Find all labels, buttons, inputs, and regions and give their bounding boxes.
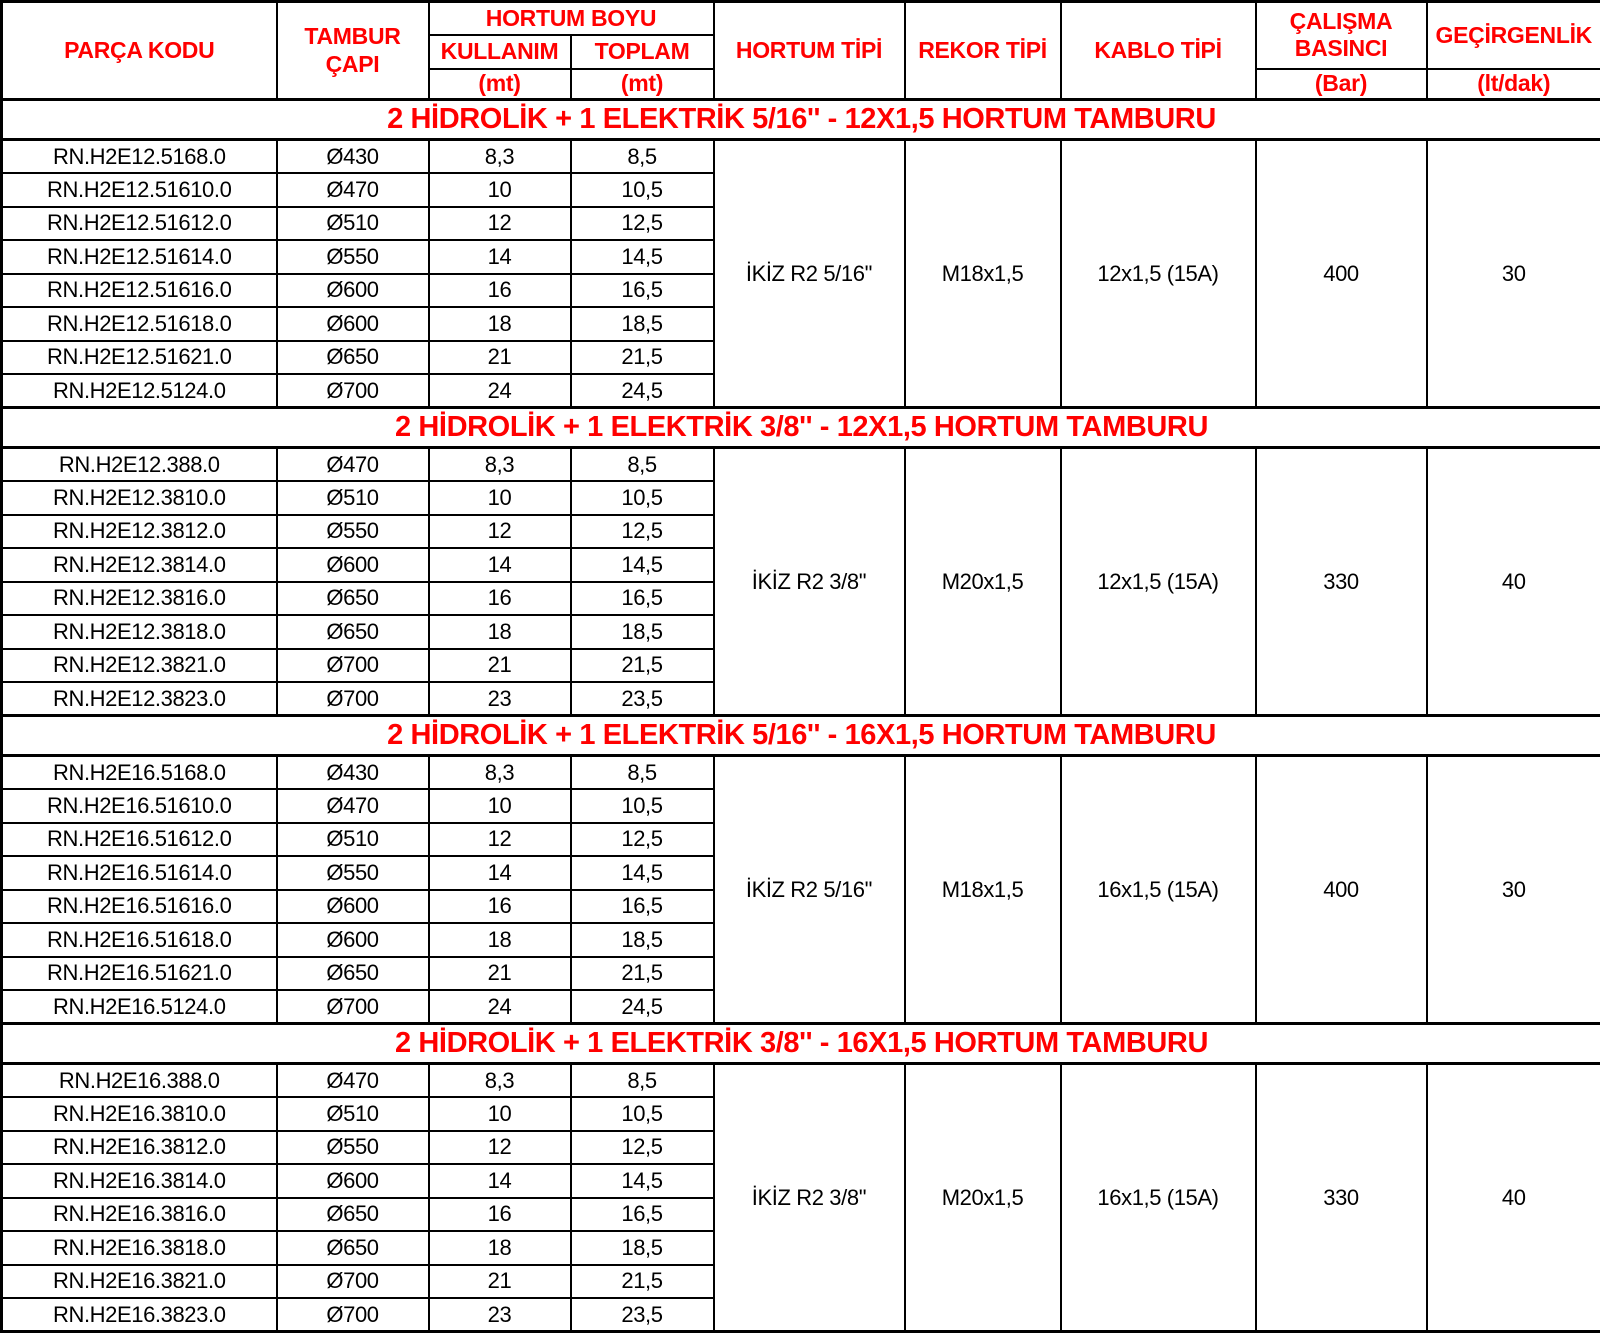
- section-title: 2 HİDROLİK + 1 ELEKTRİK 3/8'' - 16X1,5 HORTUM TAMBURU: [2, 1024, 1600, 1064]
- cell-total-length: 14,5: [571, 240, 714, 274]
- cell-part-code: RN.H2E12.5168.0: [2, 140, 277, 174]
- header-fitting-type: REKOR TİPİ: [905, 2, 1061, 100]
- cell-drum-diameter: Ø650: [277, 957, 429, 991]
- cell-part-code: RN.H2E12.3812.0: [2, 515, 277, 549]
- cell-total-length: 23,5: [571, 1298, 714, 1332]
- cell-fitting-type: M20x1,5: [905, 1064, 1061, 1332]
- header-total-unit: (mt): [571, 69, 714, 100]
- cell-fitting-type: M18x1,5: [905, 140, 1061, 408]
- cell-cable-type: 16x1,5 (15A): [1061, 1064, 1256, 1332]
- cell-total-length: 21,5: [571, 341, 714, 375]
- cell-fitting-type: M20x1,5: [905, 448, 1061, 716]
- cell-part-code: RN.H2E16.3814.0: [2, 1164, 277, 1198]
- table-header: [2, 2, 1600, 100]
- cell-permeability: 40: [1427, 448, 1600, 716]
- cell-total-length: 8,5: [571, 448, 714, 482]
- header-part-code: PARÇA KODU: [2, 2, 277, 100]
- cell-total-length: 16,5: [571, 1198, 714, 1232]
- cell-total-length: 10,5: [571, 481, 714, 515]
- cell-usage-length: 12: [429, 515, 571, 549]
- cell-total-length: 12,5: [571, 515, 714, 549]
- section-title-row: [2, 1024, 1600, 1064]
- cell-part-code: RN.H2E12.3814.0: [2, 548, 277, 582]
- cell-usage-length: 16: [429, 1198, 571, 1232]
- cell-permeability: 30: [1427, 756, 1600, 1024]
- cell-total-length: 10,5: [571, 173, 714, 207]
- cell-total-length: 16,5: [571, 890, 714, 924]
- header-hose-length-group: HORTUM BOYU: [429, 2, 714, 35]
- cell-permeability: 40: [1427, 1064, 1600, 1332]
- cell-total-length: 21,5: [571, 649, 714, 683]
- cell-part-code: RN.H2E12.51610.0: [2, 173, 277, 207]
- cell-total-length: 16,5: [571, 274, 714, 308]
- cell-usage-length: 12: [429, 1131, 571, 1165]
- cell-usage-length: 21: [429, 649, 571, 683]
- cell-usage-length: 10: [429, 1097, 571, 1131]
- cell-drum-diameter: Ø510: [277, 823, 429, 857]
- cell-hose-type: İKİZ R2 3/8'': [714, 1064, 905, 1332]
- header-permeability-unit: (lt/dak): [1427, 69, 1600, 100]
- cell-drum-diameter: Ø700: [277, 649, 429, 683]
- cell-working-pressure: 400: [1256, 140, 1427, 408]
- cell-usage-length: 24: [429, 990, 571, 1024]
- cell-total-length: 21,5: [571, 957, 714, 991]
- cell-drum-diameter: Ø600: [277, 274, 429, 308]
- cell-cable-type: 12x1,5 (15A): [1061, 448, 1256, 716]
- cell-total-length: 16,5: [571, 582, 714, 616]
- cell-drum-diameter: Ø700: [277, 682, 429, 716]
- cell-drum-diameter: Ø650: [277, 615, 429, 649]
- cell-part-code: RN.H2E16.51614.0: [2, 856, 277, 890]
- cell-usage-length: 16: [429, 582, 571, 616]
- cell-usage-length: 10: [429, 173, 571, 207]
- cell-part-code: RN.H2E16.3818.0: [2, 1231, 277, 1265]
- cell-usage-length: 8,3: [429, 140, 571, 174]
- cell-total-length: 18,5: [571, 615, 714, 649]
- cell-part-code: RN.H2E12.51616.0: [2, 274, 277, 308]
- cell-part-code: RN.H2E12.51614.0: [2, 240, 277, 274]
- cell-part-code: RN.H2E16.51618.0: [2, 923, 277, 957]
- header-usage-length: KULLANIM: [429, 35, 571, 69]
- cell-drum-diameter: Ø550: [277, 240, 429, 274]
- cell-usage-length: 21: [429, 957, 571, 991]
- cell-total-length: 23,5: [571, 682, 714, 716]
- cell-drum-diameter: Ø600: [277, 307, 429, 341]
- cell-usage-length: 12: [429, 823, 571, 857]
- cell-part-code: RN.H2E16.51610.0: [2, 789, 277, 823]
- cell-drum-diameter: Ø600: [277, 548, 429, 582]
- cell-drum-diameter: Ø600: [277, 1164, 429, 1198]
- cell-usage-length: 14: [429, 856, 571, 890]
- cell-total-length: 14,5: [571, 856, 714, 890]
- cell-part-code: RN.H2E16.5124.0: [2, 990, 277, 1024]
- header-working-pressure: ÇALIŞMA BASINCI: [1256, 2, 1427, 69]
- cell-usage-length: 23: [429, 1298, 571, 1332]
- cell-fitting-type: M18x1,5: [905, 756, 1061, 1024]
- cell-usage-length: 16: [429, 890, 571, 924]
- cell-hose-type: İKİZ R2 3/8'': [714, 448, 905, 716]
- cell-usage-length: 18: [429, 923, 571, 957]
- cell-usage-length: 12: [429, 207, 571, 241]
- header-permeability: GEÇİRGENLİK: [1427, 2, 1600, 69]
- cell-usage-length: 14: [429, 1164, 571, 1198]
- cell-usage-length: 21: [429, 1265, 571, 1299]
- cell-total-length: 24,5: [571, 990, 714, 1024]
- cell-working-pressure: 330: [1256, 1064, 1427, 1332]
- header-hose-type: HORTUM TİPİ: [714, 2, 905, 100]
- cell-permeability: 30: [1427, 140, 1600, 408]
- cell-drum-diameter: Ø650: [277, 341, 429, 375]
- cell-usage-length: 8,3: [429, 1064, 571, 1098]
- cell-part-code: RN.H2E16.3821.0: [2, 1265, 277, 1299]
- cell-drum-diameter: Ø550: [277, 1131, 429, 1165]
- cell-drum-diameter: Ø510: [277, 481, 429, 515]
- cell-part-code: RN.H2E12.3823.0: [2, 682, 277, 716]
- cell-usage-length: 10: [429, 789, 571, 823]
- cell-total-length: 12,5: [571, 1131, 714, 1165]
- cell-total-length: 18,5: [571, 307, 714, 341]
- table-row: [2, 448, 1600, 482]
- cell-cable-type: 16x1,5 (15A): [1061, 756, 1256, 1024]
- cell-part-code: RN.H2E16.3812.0: [2, 1131, 277, 1165]
- cell-usage-length: 18: [429, 307, 571, 341]
- cell-part-code: RN.H2E12.3818.0: [2, 615, 277, 649]
- section-title: 2 HİDROLİK + 1 ELEKTRİK 5/16'' - 16X1,5 HORTUM TAMBURU: [2, 716, 1600, 756]
- cell-part-code: RN.H2E16.3810.0: [2, 1097, 277, 1131]
- cell-total-length: 21,5: [571, 1265, 714, 1299]
- cell-usage-length: 10: [429, 481, 571, 515]
- section-title-row: [2, 716, 1600, 756]
- cell-working-pressure: 330: [1256, 448, 1427, 716]
- cell-usage-length: 18: [429, 1231, 571, 1265]
- cell-part-code: RN.H2E16.5168.0: [2, 756, 277, 790]
- table-row: [2, 756, 1600, 790]
- cell-drum-diameter: Ø700: [277, 374, 429, 408]
- cell-part-code: RN.H2E16.51621.0: [2, 957, 277, 991]
- cell-usage-length: 23: [429, 682, 571, 716]
- cell-total-length: 8,5: [571, 140, 714, 174]
- cell-usage-length: 24: [429, 374, 571, 408]
- cell-total-length: 14,5: [571, 1164, 714, 1198]
- cell-drum-diameter: Ø650: [277, 582, 429, 616]
- cell-part-code: RN.H2E12.3821.0: [2, 649, 277, 683]
- cell-total-length: 18,5: [571, 1231, 714, 1265]
- cell-drum-diameter: Ø470: [277, 173, 429, 207]
- section-title: 2 HİDROLİK + 1 ELEKTRİK 5/16'' - 12X1,5 HORTUM TAMBURU: [2, 100, 1600, 140]
- cell-part-code: RN.H2E16.51616.0: [2, 890, 277, 924]
- cell-part-code: RN.H2E12.51612.0: [2, 207, 277, 241]
- cell-working-pressure: 400: [1256, 756, 1427, 1024]
- header-pressure-unit: (Bar): [1256, 69, 1427, 100]
- cell-drum-diameter: Ø430: [277, 140, 429, 174]
- cell-total-length: 10,5: [571, 1097, 714, 1131]
- cell-drum-diameter: Ø600: [277, 890, 429, 924]
- cell-drum-diameter: Ø700: [277, 1265, 429, 1299]
- cell-drum-diameter: Ø510: [277, 207, 429, 241]
- cell-total-length: 24,5: [571, 374, 714, 408]
- cell-hose-type: İKİZ R2 5/16'': [714, 756, 905, 1024]
- cell-part-code: RN.H2E16.3816.0: [2, 1198, 277, 1232]
- cell-total-length: 10,5: [571, 789, 714, 823]
- cell-part-code: RN.H2E16.51612.0: [2, 823, 277, 857]
- cell-cable-type: 12x1,5 (15A): [1061, 140, 1256, 408]
- table-body: [2, 100, 1600, 1332]
- cell-usage-length: 14: [429, 240, 571, 274]
- section-title-row: [2, 408, 1600, 448]
- cell-part-code: RN.H2E12.3816.0: [2, 582, 277, 616]
- cell-total-length: 12,5: [571, 207, 714, 241]
- cell-drum-diameter: Ø470: [277, 1064, 429, 1098]
- cell-part-code: RN.H2E16.388.0: [2, 1064, 277, 1098]
- cell-part-code: RN.H2E16.3823.0: [2, 1298, 277, 1332]
- cell-total-length: 8,5: [571, 756, 714, 790]
- header-drum-diameter: TAMBUR ÇAPI: [277, 2, 429, 100]
- cell-part-code: RN.H2E12.51621.0: [2, 341, 277, 375]
- section-title-row: [2, 100, 1600, 140]
- cell-drum-diameter: Ø650: [277, 1198, 429, 1232]
- cell-part-code: RN.H2E12.3810.0: [2, 481, 277, 515]
- cell-drum-diameter: Ø550: [277, 856, 429, 890]
- cell-drum-diameter: Ø470: [277, 448, 429, 482]
- cell-drum-diameter: Ø650: [277, 1231, 429, 1265]
- cell-total-length: 14,5: [571, 548, 714, 582]
- table-row: [2, 140, 1600, 174]
- cell-hose-type: İKİZ R2 5/16'': [714, 140, 905, 408]
- header-usage-unit: (mt): [429, 69, 571, 100]
- cell-drum-diameter: Ø700: [277, 1298, 429, 1332]
- cell-drum-diameter: Ø700: [277, 990, 429, 1024]
- cell-usage-length: 8,3: [429, 448, 571, 482]
- cell-usage-length: 14: [429, 548, 571, 582]
- cell-drum-diameter: Ø600: [277, 923, 429, 957]
- cell-drum-diameter: Ø550: [277, 515, 429, 549]
- cell-total-length: 12,5: [571, 823, 714, 857]
- cell-drum-diameter: Ø510: [277, 1097, 429, 1131]
- cell-part-code: RN.H2E12.388.0: [2, 448, 277, 482]
- cell-drum-diameter: Ø430: [277, 756, 429, 790]
- cell-part-code: RN.H2E12.51618.0: [2, 307, 277, 341]
- cell-total-length: 18,5: [571, 923, 714, 957]
- cell-usage-length: 16: [429, 274, 571, 308]
- cell-part-code: RN.H2E12.5124.0: [2, 374, 277, 408]
- cell-usage-length: 8,3: [429, 756, 571, 790]
- cell-total-length: 8,5: [571, 1064, 714, 1098]
- section-title: 2 HİDROLİK + 1 ELEKTRİK 3/8'' - 12X1,5 HORTUM TAMBURU: [2, 408, 1600, 448]
- cell-usage-length: 18: [429, 615, 571, 649]
- table-row: [2, 1064, 1600, 1098]
- cell-drum-diameter: Ø470: [277, 789, 429, 823]
- header-total-length: TOPLAM: [571, 35, 714, 69]
- cell-usage-length: 21: [429, 341, 571, 375]
- header-cable-type: KABLO TİPİ: [1061, 2, 1256, 100]
